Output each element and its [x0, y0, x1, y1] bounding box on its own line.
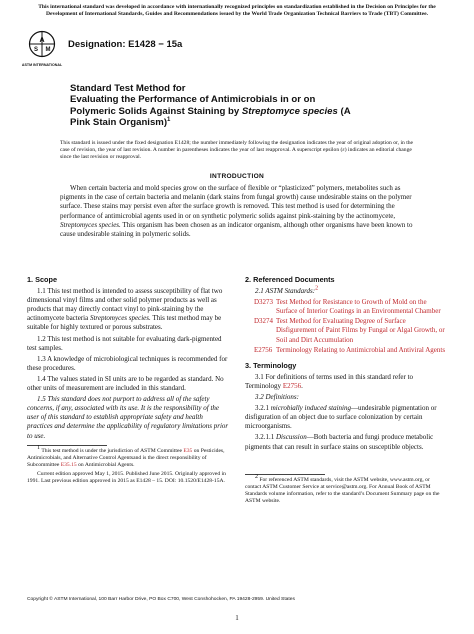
title-line-1: Standard Test Method for [70, 83, 186, 94]
title-line-3: Polymeric Solids Against Staining by Streptomyce species (A [70, 105, 351, 117]
page-number: 1 [235, 614, 239, 622]
introduction-heading: INTRODUCTION [209, 173, 265, 180]
footnote-ref-1[interactable]: 1 [167, 116, 171, 123]
introduction-paragraph: When certain bacteria and mold species grow on the surface of flexible or “plasticized” polymers, metabolites such as pigments in the case of certain bacteria and melanin (dark stains from fungal growth) cause undesirable stains on the polymer surface. These stains may persist even after the surface growth is removed. This test method is used for determining the performance of antimicrobial agents used in or on synthetic polymeric solids against pink-staining by the actinomycete, Streptomyces species. This organism has been chosen as an indicator organism, although other organisms have been known to cause undesirable staining in polymeric solids. [60, 184, 413, 239]
svg-text:M: M [45, 47, 51, 53]
astm-logo [21, 30, 63, 70]
reference-title-link[interactable]: Terminology Relating to Antimicrobial and Antiviral Agents [276, 345, 446, 354]
reference-title-link[interactable]: Test Method for Resistance to Growth of Mold on the Surface of Interior Coatings in an Environmental Chamber [276, 298, 441, 316]
title-line-2: Evaluating the Performance of Antimicrobials in or on [70, 94, 316, 106]
section-3-2-1-1: 3.2.1.1 Discussion—Both bacteria and fungi produce metabolic pigments that can result in surface stains on susceptible objects. [245, 433, 434, 451]
section-1-5: 1.5 This standard does not purport to address all of the safety concerns, if any, associated with its use. It is the responsibility of the user of this standard to establish appropriate safety and health practices and determine the applicability of regulatory limitations prior to use. [27, 395, 229, 440]
reference-item [245, 298, 447, 316]
section-2-1: 2.1 ASTM Standards:2 [255, 285, 319, 296]
reference-item [245, 346, 447, 355]
designation: Designation: E1428 − 15a [68, 39, 183, 50]
reference-code-link[interactable]: E2756 [254, 345, 273, 354]
footnote-1: 1 This test method is under the jurisdiction of ASTM Committee E35 on Pesticides, Antimicrobials, and Alternative Control Agentsand is the direct responsibility of Subcommittee E35.15 on Antimicrobial Agents. Current edition approved May 1, 2015. Published June 2015. Originally approved in 1991. Last previous edition approved in 2015 as E1428 – 15. DOI: 10.1520/E1428-15A. [27, 445, 226, 484]
section-1-2: 1.2 This test method is not suitable for evaluating dark-pigmented test samples. [27, 334, 222, 352]
svg-text:A: A [39, 37, 45, 44]
section-1-4: 1.4 The values stated in SI units are to be regarded as standard. No other units of measurement are included in this standard. [27, 374, 224, 393]
title-line-4: Pink Stain Organism)$^1$ [70, 116, 171, 128]
reference-item [245, 317, 447, 344]
tbt-notice: This international standard was developed in accordance with internationally recognized principles on standardization established in the Decision on Principles for the Development of International Standards, Guides and Recommendations issued by the World Trade Organization Technical Barriers to Trade (TBT) Committee. [38, 4, 436, 17]
reference-title-link[interactable]: Test Method for Evaluating Degree of Surface Disfigurement of Paint Films by Fungal or Algal Growth, or Soil and Dirt Accumulation [276, 317, 445, 344]
svg-text:S: S [33, 47, 39, 53]
section-1-heading: 1. Scope [27, 275, 58, 284]
copyright-footer: Copyright © ASTM International, 100 Barr Harbor Drive, PO Box C700, West Conshohocken, PA 19428-2959. United States [27, 597, 295, 602]
section-3-heading: 3. Terminology [245, 360, 297, 370]
reference-code-link[interactable]: D3273 [254, 298, 274, 307]
section-3-2-1: 3.2.1 microbially induced staining—undesirable pigmentation or disfiguration of an object due to surface colonization by certain microorganisms. [245, 404, 437, 431]
section-1-3: 1.3 A knowledge of microbiological techniques is recommended for these procedures. [27, 354, 228, 372]
link-e2756[interactable]: E2756 [282, 381, 302, 390]
logo-label: ASTM INTERNATIONAL [21, 63, 63, 67]
reference-code-link[interactable]: D3274 [254, 317, 274, 326]
standard-note: This standard is issued under the fixed designation E1428; the number immediately following the designation indicates the year of original adoption or, in the case of revision, the year of last revision. A number in parentheses indicates the year of last reapproval. A superscript epsilon (ε) indicates an editorial change since the last revision or reapproval. [60, 140, 414, 160]
left-column [27, 275, 229, 487]
footnote-ref-2[interactable]: 2 [315, 285, 319, 292]
link-e35-15[interactable]: E35.15 [60, 462, 77, 468]
link-e35[interactable]: E35 [183, 448, 193, 455]
document-title [70, 83, 420, 128]
section-2-heading: 2. Referenced Documents [245, 275, 335, 284]
right-column [245, 275, 447, 507]
section-3-2: 3.2 Definitions: [255, 393, 299, 402]
section-3-1: 3.1 For definitions of terms used in this standard refer to Terminology E2756. [245, 372, 414, 390]
section-1-1: 1.1 This test method is intended to assess susceptibility of flat two dimensional vinyl films and other solid polymer products as well as products that may directly contact vinyl to pink-staining by the actinomycete bacteria Streptomyces species. This test method may be suitable for highly textured or porous substrates. [27, 287, 223, 332]
footnote-2: 2 For referenced ASTM standards, visit the ASTM website, www.astm.org, or contact ASTM Customer Service at service@astm.org. For Annual Book of ASTM Standards volume information, refer to the standard’s Document Summary page on the ASTM website. [245, 474, 440, 504]
